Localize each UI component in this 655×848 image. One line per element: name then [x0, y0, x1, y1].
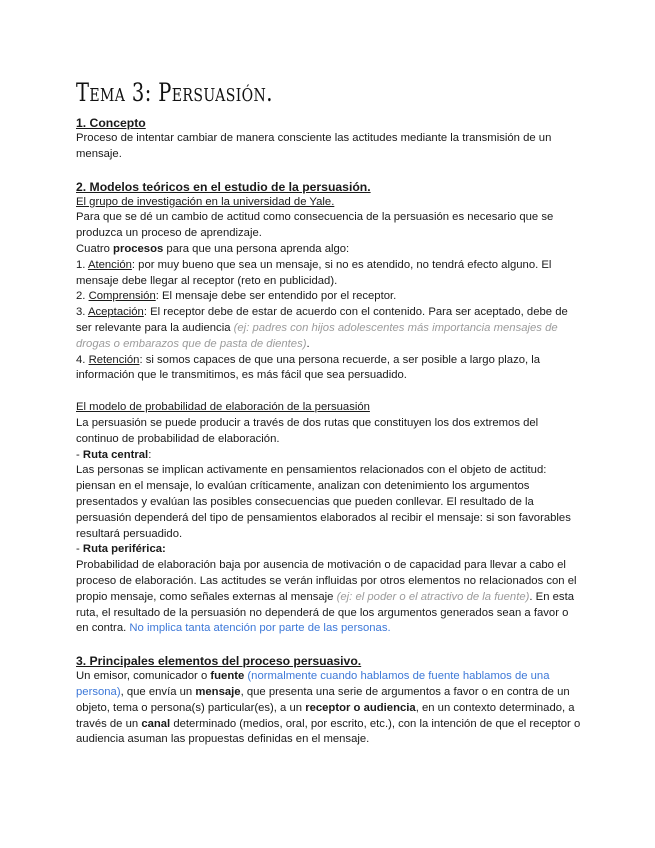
central-route-text: Las personas se implican activamente en pensamientos relacionados con el objeto de actitud: piensan en el mensaje, lo evalúan críticamente, analizan con detenimiento los argumentos presentados y evalúan las posibles consecuencias que pueden conllevar. El resultado de la persuasión dependerá del tipo de pensamientos elaborados al recibir el mensaje: si son favorables resultará persuadido.	[76, 464, 571, 540]
yale-intro: Para que se dé un cambio de actitud como consecuencia de la persuasión es necesario que se produzca un proceso de aprendizaje.	[76, 211, 554, 240]
section-1-text: Proceso de intentar cambiar de manera consciente las actitudes mediante la transmisión de un mensaje.	[76, 132, 552, 160]
section-1-heading: 1. Concepto	[76, 116, 146, 130]
section-3-text: Un emisor, comunicador o fuente (normalmente cuando hablamos de fuente hablamos de una persona), que envía un mensaje, que presenta una serie de argumentos a favor o en contra de un objeto, tema o persona(s) particular(es), a un receptor o audiencia, en un contexto determinado, a través de un canal determinado (medios, oral, por escrito, etc.), con la intención de que el receptor o audiencia asuman las propuestas definidas en el mensaje.	[76, 670, 581, 746]
yale-item-4: 4. Retención: si somos capaces de que una persona recuerde, a ser posible a largo plazo, la información que le transmitimos, es más fácil que sea persuadido.	[76, 353, 541, 382]
elaboration-subheading: El modelo de probabilidad de elaboración de la persuasión	[76, 401, 370, 414]
section-3-heading: 3. Principales elementos del proceso persuasivo.	[76, 654, 362, 669]
yale-subheading: El grupo de investigación en la universidad de Yale.	[76, 195, 335, 208]
yale-item-1: 1. Atención: por muy bueno que sea un mensaje, si no es atendido, no tendrá efecto alguno. El mensaje debe llegar al receptor (reto en publicidad).	[76, 258, 552, 287]
elaboration-intro: La persuasión se puede producir a través de dos rutas que constituyen los dos extremos del continuo de probabilidad de elaboración.	[76, 416, 539, 445]
yale-item-2: 2. Comprensión: El mensaje debe ser entendido por el receptor.	[76, 290, 397, 303]
central-route-label: - Ruta central:	[76, 448, 152, 461]
yale-processes-line: Cuatro procesos para que una persona aprenda algo:	[76, 242, 350, 255]
peripheral-example: (ej: el poder o el atractivo de la fuente)	[336, 590, 530, 603]
page-title: Tema 3: Persuasión.	[76, 78, 273, 107]
source-note: (normalmente cuando hablamos de fuente hablamos de una persona)	[76, 670, 550, 698]
yale-item-3: 3. Aceptación: El receptor debe de estar de acuerdo con el contenido. Para ser aceptado, debe de ser relevante para la audiencia (ej: padres con hijos adolescentes más importancia mensajes de drogas o embarazos que de pasta de dientes).	[76, 306, 568, 350]
peripheral-route-label: - Ruta periférica:	[76, 543, 166, 556]
section-2-heading: 2. Modelos teóricos en el estudio de la persuasión.	[76, 179, 371, 194]
yale-item-3-example: (ej: padres con hijos adolescentes más importancia mensajes de drogas o embarazos que de pasta de dientes)	[76, 321, 558, 350]
document-body	[76, 115, 581, 748]
peripheral-route-text: Probabilidad de elaboración baja por ausencia de motivación o de capacidad para llevar a cabo el proceso de elaboración. Las actitudes se verán influidas por otros elementos no relacionados con el propio mensaje, como señales externas al mensaje (ej: el poder o el atractivo de la fuente). En esta ruta, el resultado de la persuasión no dependerá de que los argumentos generados sean a favor o en contra. No implica tanta atención por parte de las personas.	[76, 559, 577, 635]
peripheral-note: No implica tanta atención por parte de las personas.	[129, 622, 391, 635]
